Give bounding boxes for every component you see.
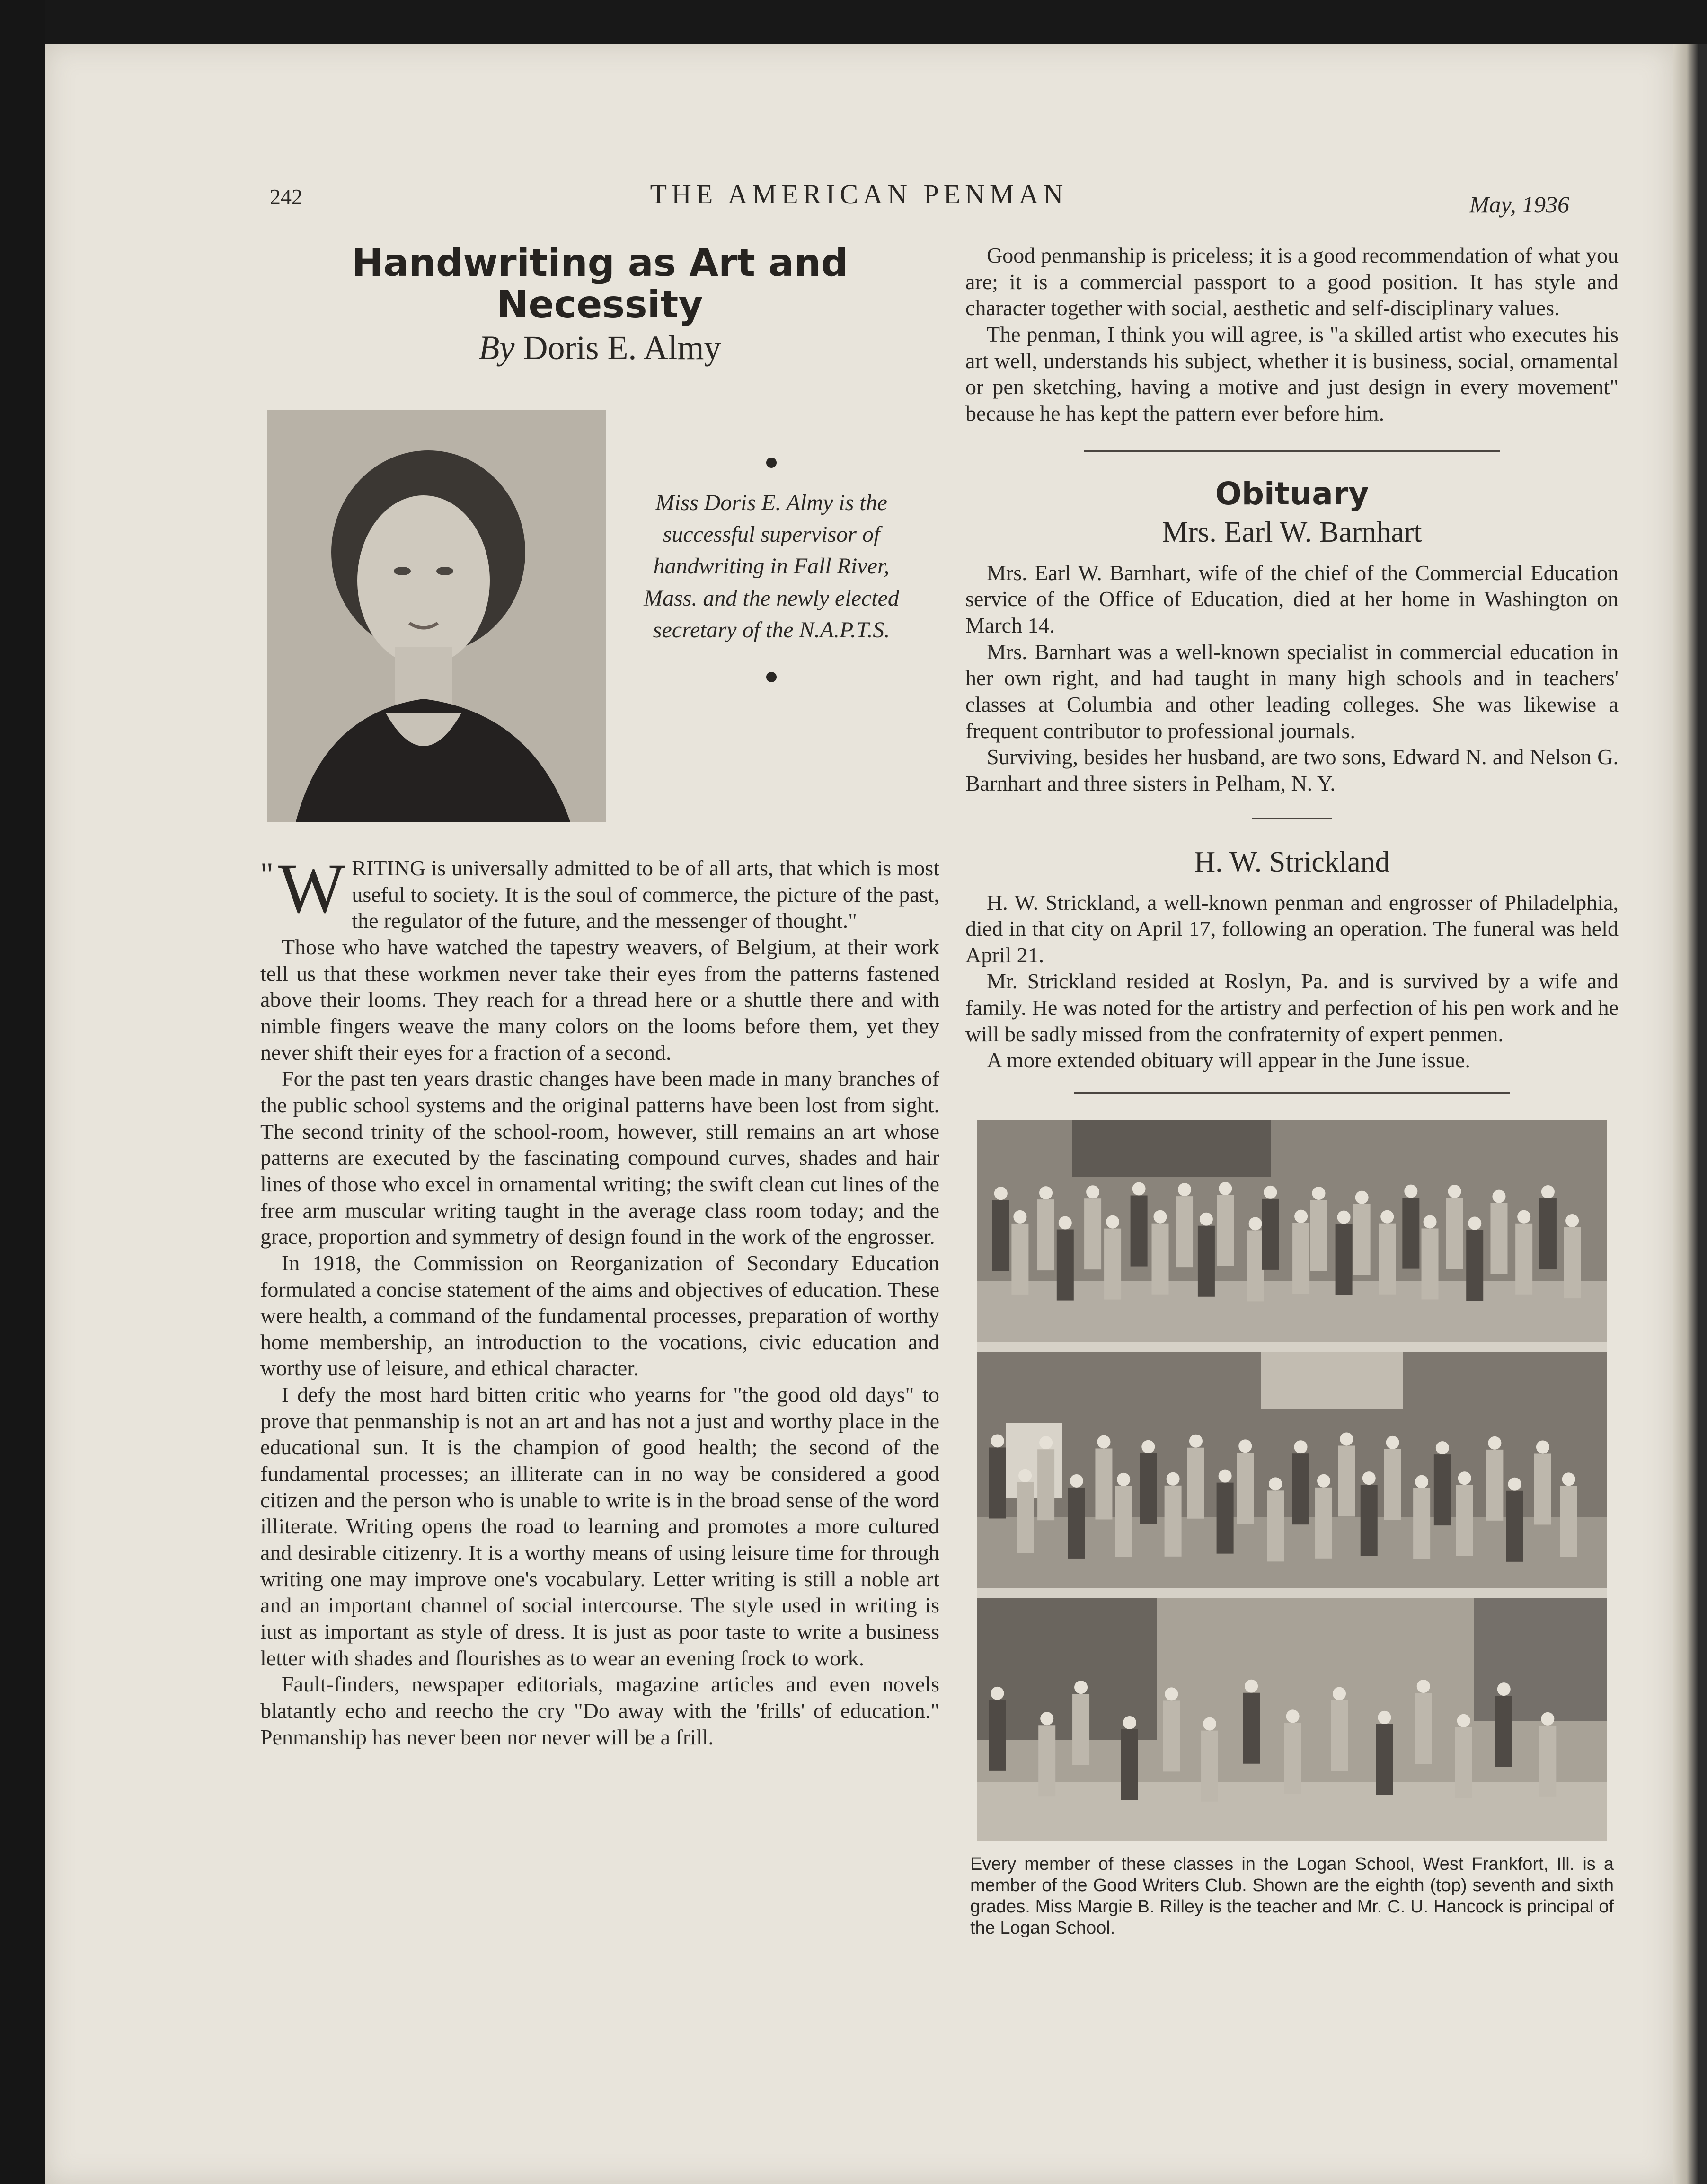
scan-border-top bbox=[0, 0, 1707, 44]
bullet-top bbox=[766, 458, 777, 468]
article-paragraph: Those who have watched the tapestry weavers, of Belgium, at their work tell us that these workmen never take their eyes from the patterns fastened above their looms. They reach for a thread here or a shuttle there and with nimble fingers weave the many colors on the looms before them, yet they never shift their eyes for a fraction of a second. bbox=[260, 934, 939, 1065]
obituary-text bbox=[965, 889, 1619, 1074]
author-portrait bbox=[267, 410, 606, 822]
obituary-paragraph: A more extended obituary will appear in the June issue. bbox=[987, 1048, 1470, 1073]
obituary-text bbox=[965, 560, 1619, 797]
magazine-page bbox=[45, 44, 1673, 2184]
article-paragraph: Good penmanship is priceless; it is a good recommendation of what you are; it is a commercial passport to a good position. It has style and character together with social, aesthetic and self-disciplinary values. bbox=[965, 243, 1619, 320]
article-paragraph: In 1918, the Commission on Reorganization of Secondary Education formulated a concise statement of the aims and objectives of education. These were health, a command of the fundamental processes, preparation of worthy home membership, an introduction to the vocations, civic education and worthy use of leisure, and ethical character. bbox=[260, 1251, 939, 1381]
section-divider bbox=[1074, 1092, 1510, 1094]
obituary-paragraph: Mrs. Earl W. Barnhart, wife of the chief of the Commercial Education service of the Office of Education, died at her home in Washington on March 14. bbox=[965, 560, 1619, 637]
obituary-paragraph: Surviving, besides her husband, are two sons, Edward N. and Nelson G. Barnhart and three sisters in Pelham, N. Y. bbox=[965, 745, 1619, 795]
obituary-paragraph: Mrs. Barnhart was a well-known specialist in commercial education in her own right, and had taught in many high schools and in teachers' classes at Columbia and other leading colleges. She was likewise a frequent contributor to professional journals. bbox=[965, 639, 1619, 743]
article-paragraph: I defy the most hard bitten critic who yearns for "the good old days" to prove that penmanship is not an art and has not a just and worthy place in the educational sun. It is the champion of good health; the second of the fundamental processes; an illiterate can in no way be considered a good citizen and the person who is unable to write is in the broad sense of the word illiterate. Writing opens the road to learning and promotes a more cultured and desirable citizenry. It is a worthy means of using leisure time for through writing one may improve one's vocabulary. Letter writing is still a noble art and an important channel of social intercourse. The style used in writing is iust as important as style of dress. It is just as poor taste to write a business letter with shades and flourishes as to wear an evening frock to work. bbox=[260, 1383, 939, 1670]
paragraph-text: RITING is universally admitted to be of all arts, that which is most useful to society. It is the soul of commerce, the picture of the past, the regulator of the future, and the messenger of thought." bbox=[352, 856, 939, 933]
bullet-bottom bbox=[766, 672, 777, 682]
article-body bbox=[260, 849, 939, 1750]
right-column bbox=[965, 242, 1619, 1938]
class-photo-image bbox=[977, 1120, 1607, 1841]
byline-prefix: By bbox=[478, 329, 515, 367]
obituary-heading: Obituary bbox=[1215, 475, 1369, 512]
section-divider bbox=[1084, 450, 1500, 452]
class-photo bbox=[977, 1120, 1607, 1841]
opening-quote: " bbox=[260, 856, 274, 892]
article-continued bbox=[965, 242, 1619, 427]
obituary-name: Mrs. Earl W. Barnhart bbox=[1162, 516, 1422, 548]
short-divider bbox=[1252, 818, 1332, 819]
byline bbox=[260, 328, 939, 368]
left-column bbox=[260, 242, 939, 1750]
issue-date: May, 1936 bbox=[1469, 191, 1570, 218]
portrait-caption: Miss Doris E. Almy is the successful supervisor of handwriting in Fall River, Mass. and the newly elected secretary of the N.A.P.T.S. bbox=[644, 490, 899, 643]
drop-cap: W bbox=[278, 849, 345, 928]
running-header bbox=[45, 178, 1673, 216]
page-edge-right bbox=[1673, 44, 1707, 2184]
portrait-section bbox=[260, 410, 939, 827]
obituary-paragraph: H. W. Strickland, a well-known penman and engrosser of Philadelphia, died in that city on April 17, following an operation. The funeral was held April 21. bbox=[965, 890, 1619, 967]
article-paragraph: The penman, I think you will agree, is "a skilled artist who executes his art well, understands his subject, whether it is business, social, ornamental or pen sketching, having a motive and just design in every movement" because he has kept the pattern ever before him. bbox=[965, 322, 1619, 425]
article-paragraph bbox=[260, 849, 939, 934]
article-paragraph: For the past ten years drastic changes have been made in many branches of the public school systems and the original patterns have been lost from sight. The second trinity of the school-room, however, still remains an art whose patterns are executed by the fascinating compound curves, shades and hair lines of those who excel in ornamental writing; the swift clean cut lines of the free arm muscular writing taught in the average class room today; and the grace, proportion and symmetry of design found in the work of the engrosser. bbox=[260, 1066, 939, 1249]
portrait-caption-box bbox=[629, 458, 913, 682]
page-number: 242 bbox=[270, 185, 302, 209]
obituary-paragraph: Mr. Strickland resided at Roslyn, Pa. and is survived by a wife and family. He was noted for the artistry and perfection of his pen work and he will be sadly missed from the confraternity of expert penmen. bbox=[965, 969, 1619, 1046]
article-paragraph: Fault-finders, newspaper editorials, magazine articles and even novels blatantly echo and reecho the cry "Do away with the 'frills' of education." Penmanship has never been nor never will be a frill. bbox=[260, 1672, 939, 1749]
author-name: Doris E. Almy bbox=[523, 329, 721, 367]
article-title: Handwriting as Art and Necessity bbox=[352, 241, 848, 326]
obituary-name: H. W. Strickland bbox=[1194, 845, 1390, 878]
journal-title: THE AMERICAN PENMAN bbox=[650, 179, 1068, 210]
portrait-image bbox=[267, 410, 606, 822]
scan-border-left bbox=[0, 0, 45, 2184]
class-photo-caption: Every member of these classes in the Logan School, West Frankfort, Ill. is a member of the Good Writers Club. Shown are the eighth (top) seventh and sixth grades. Miss Margie B. Rilley is the teacher and Mr. C. U. Hancock is principal of the Logan School. bbox=[970, 1854, 1614, 1938]
